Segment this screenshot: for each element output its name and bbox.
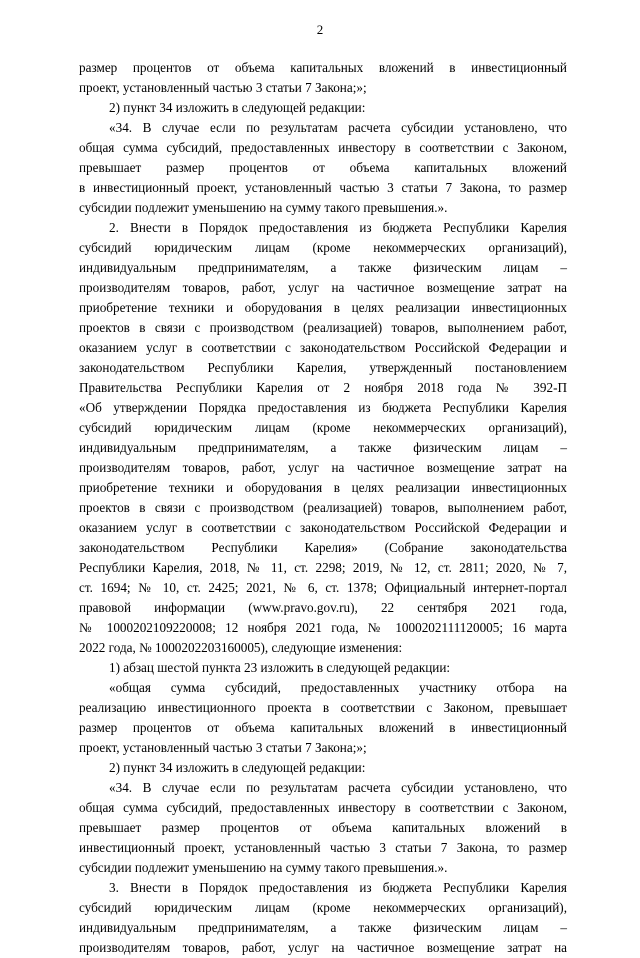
text-line: приобретение техники и оборудования в целях реализации инвестиционных xyxy=(79,300,567,315)
text-line: «34. В случае если по результатам расчета субсидии установлено, что xyxy=(109,780,567,795)
text-line: субсидий юридическим лицам (кроме некоммерческих организаций), xyxy=(79,240,567,255)
text-line: проектов в связи с производством (реализацией) товаров, выполнением работ, xyxy=(79,500,567,515)
text-line: приобретение техники и оборудования в целях реализации инвестиционных xyxy=(79,480,567,495)
text-line: индивидуальным предпринимателям, а также физическим лицам – xyxy=(79,440,567,455)
text-line: проект, установленный частью 3 статьи 7 Закона;»; xyxy=(79,80,367,95)
text-line: 2) пункт 34 изложить в следующей редакции: xyxy=(109,760,366,775)
text-line: законодательством Республики Карелия, утвержденный постановлением xyxy=(79,360,567,375)
text-line: общая сумма субсидий, предоставленных инвестору в соответствии с Законом, xyxy=(79,140,567,155)
text-line: проектов в связи с производством (реализацией) товаров, выполнением работ, xyxy=(79,320,567,335)
text-line: Правительства Республики Карелия от 2 ноября 2018 года № 392-П xyxy=(79,380,567,395)
text-line: ст. 1694; № 10, ст. 2425; 2021, № 6, ст. 1378; Официальный интернет-портал xyxy=(79,580,567,595)
text-line: превышает размер процентов от объема капитальных вложений в xyxy=(79,820,567,835)
text-line: правовой информации (www.pravo.gov.ru), 22 сентября 2021 года, xyxy=(79,600,567,615)
text-line: оказанием услуг в соответствии с законодательством Российской Федерации и xyxy=(79,340,567,355)
text-line: «общая сумма субсидий, предоставленных участнику отбора на xyxy=(109,680,567,695)
text-line: субсидии подлежит уменьшению на сумму такого превышения.». xyxy=(79,200,448,215)
text-line: законодательством Республики Карелия» (Собрание законодательства xyxy=(79,540,567,555)
text-line: реализацию инвестиционного проекта в соответствии с Законом, превышает xyxy=(79,700,567,715)
text-line: Республики Карелия, 2018, № 11, ст. 2298; 2019, № 12, ст. 2811; 2020, № 7, xyxy=(79,560,567,575)
text-line: 2. Внести в Порядок предоставления из бюджета Республики Карелия xyxy=(109,220,567,235)
text-line: 1) абзац шестой пункта 23 изложить в следующей редакции: xyxy=(109,660,451,675)
text-line: проект, установленный частью 3 статьи 7 Закона;»; xyxy=(79,740,367,755)
text-line: 3. Внести в Порядок предоставления из бюджета Республики Карелия xyxy=(109,880,567,895)
text-line: инвестиционный проект, установленный частью 3 статьи 7 Закона, то размер xyxy=(79,840,567,855)
text-line: оказанием услуг в соответствии с законодательством Российской Федерации и xyxy=(79,520,567,535)
text-line: субсидий юридическим лицам (кроме некоммерческих организаций), xyxy=(79,900,567,915)
text-line: субсидий юридическим лицам (кроме некоммерческих организаций), xyxy=(79,420,567,435)
text-line: 2022 года, № 1000202203160005), следующие изменения: xyxy=(79,640,403,655)
text-line: «34. В случае если по результатам расчета субсидии установлено, что xyxy=(109,120,567,135)
text-line: превышает размер процентов от объема капитальных вложений xyxy=(79,160,567,175)
document-body xyxy=(79,58,567,958)
text-line: размер процентов от объема капитальных вложений в инвестиционный xyxy=(79,720,567,735)
text-line: размер процентов от объема капитальных вложений в инвестиционный xyxy=(79,60,567,75)
text-line: общая сумма субсидий, предоставленных инвестору в соответствии с Законом, xyxy=(79,800,567,815)
page-number: 2 xyxy=(316,22,324,37)
text-line: № 1000202109220008; 12 ноября 2021 года, № 1000202111120005; 16 марта xyxy=(79,620,567,635)
text-line: индивидуальным предпринимателям, а также физическим лицам – xyxy=(79,920,567,935)
text-line: субсидии подлежит уменьшению на сумму такого превышения.». xyxy=(79,860,448,875)
text-line: 2) пункт 34 изложить в следующей редакции: xyxy=(109,100,366,115)
text-line: в инвестиционный проект, установленный частью 3 статьи 7 Закона, то размер xyxy=(79,180,567,195)
text-line: производителям товаров, работ, услуг на частичное возмещение затрат на xyxy=(79,280,567,295)
text-line: индивидуальным предпринимателям, а также физическим лицам – xyxy=(79,260,567,275)
text-line: «Об утверждении Порядка предоставления из бюджета Республики Карелия xyxy=(79,400,567,415)
text-line: производителям товаров, работ, услуг на частичное возмещение затрат на xyxy=(79,460,567,475)
text-line: производителям товаров, работ, услуг на частичное возмещение затрат на xyxy=(79,940,567,955)
